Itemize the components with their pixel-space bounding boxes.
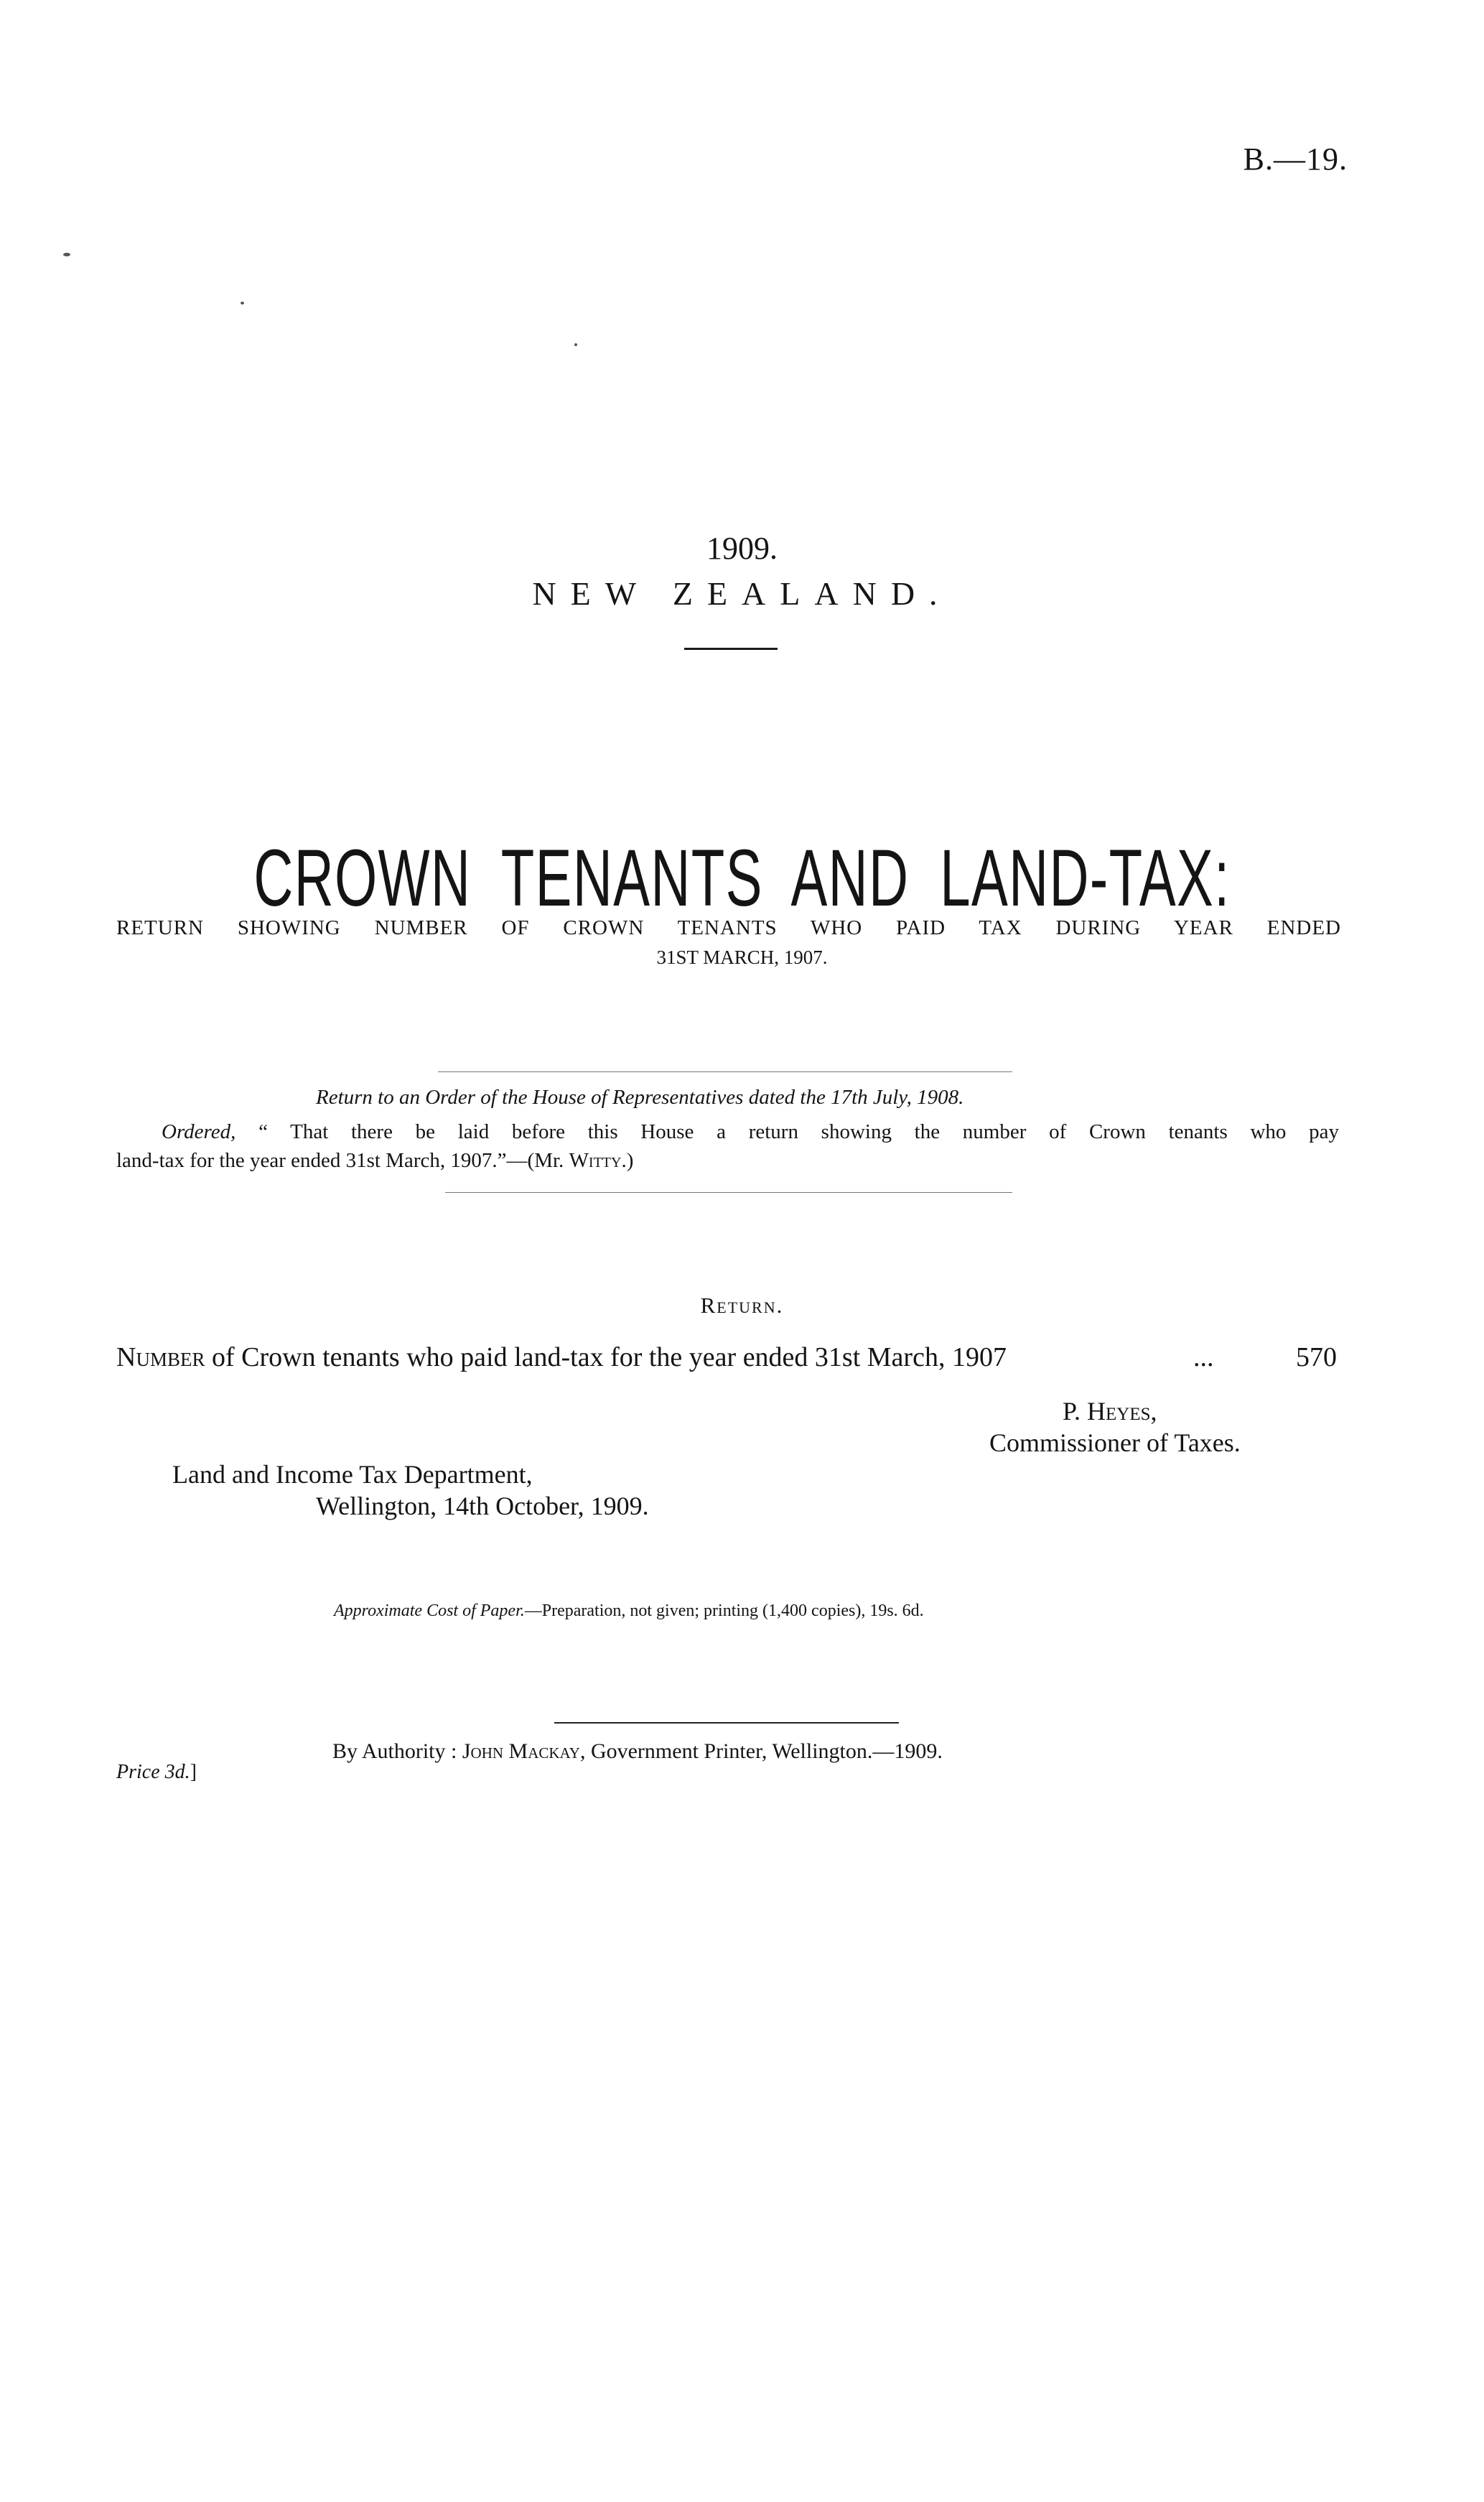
signatory-punctuation: ,	[1150, 1397, 1157, 1426]
price-text: Price 3d.	[116, 1761, 190, 1783]
signatory-title: Commissioner of Taxes.	[989, 1428, 1241, 1457]
publication-year: 1909.	[706, 531, 778, 566]
department-name: Land and Income Tax Department,	[172, 1460, 533, 1489]
cost-text: —Preparation, not given; printing (1,400 copies), 19s. 6d.	[524, 1601, 924, 1620]
scan-speck	[241, 302, 244, 304]
order-text-line	[116, 1149, 633, 1173]
order-text-end: .)	[621, 1149, 634, 1172]
document-subtitle-date: 31ST MARCH, 1907.	[656, 947, 828, 968]
ordered-label: Ordered,	[162, 1120, 236, 1143]
imprint-prefix: By Authority :	[332, 1739, 462, 1763]
return-label	[116, 1341, 1007, 1373]
country-heading: NEW ZEALAND.	[532, 575, 952, 612]
divider-rule	[438, 1071, 1012, 1072]
leader-dots: ...	[1193, 1342, 1214, 1372]
printer-imprint	[332, 1739, 943, 1764]
divider-rule	[445, 1192, 1012, 1193]
order-text-line	[162, 1120, 1339, 1144]
cost-note	[334, 1601, 924, 1621]
scan-speck	[574, 343, 577, 346]
department-date: Wellington, 14th October, 1909.	[316, 1492, 649, 1520]
imprint-rest: , Government Printer, Wellington.—1909.	[579, 1739, 943, 1763]
price-bracket: ]	[190, 1761, 197, 1783]
document-title: CROWN TENANTS AND LAND-TAX:	[253, 833, 1231, 923]
printer-name: John Mackay	[462, 1739, 580, 1763]
return-text: of Crown tenants who paid land-tax for the year ended 31st March, 1907	[205, 1342, 1007, 1372]
signatory-surname: Heyes	[1087, 1397, 1151, 1426]
order-text: land-tax for the year ended 31st March, 1907.”—(Mr.	[116, 1149, 569, 1172]
return-heading: Return.	[700, 1293, 784, 1318]
cost-label: Approximate Cost of Paper.	[334, 1601, 525, 1620]
return-first-word: Number	[116, 1342, 205, 1372]
scan-speck	[63, 253, 70, 256]
order-text: “ That there be laid before this House a return showing the number of Crown tenants who pay	[235, 1120, 1339, 1143]
signatory-initial: P.	[1063, 1397, 1088, 1426]
paper-number: B.—19.	[1243, 141, 1348, 177]
signatory-name	[1063, 1396, 1157, 1426]
price-note	[116, 1761, 197, 1784]
divider-rule	[554, 1722, 899, 1724]
divider-rule	[684, 648, 778, 650]
document-subtitle: RETURN SHOWING NUMBER OF CROWN TENANTS WHO PAID TAX DURING YEAR ENDED	[116, 916, 1341, 939]
mover-name: Witty	[569, 1149, 622, 1172]
order-heading: Return to an Order of the House of Representatives dated the 17th July, 1908.	[316, 1086, 964, 1109]
return-value: 570	[1296, 1342, 1337, 1372]
